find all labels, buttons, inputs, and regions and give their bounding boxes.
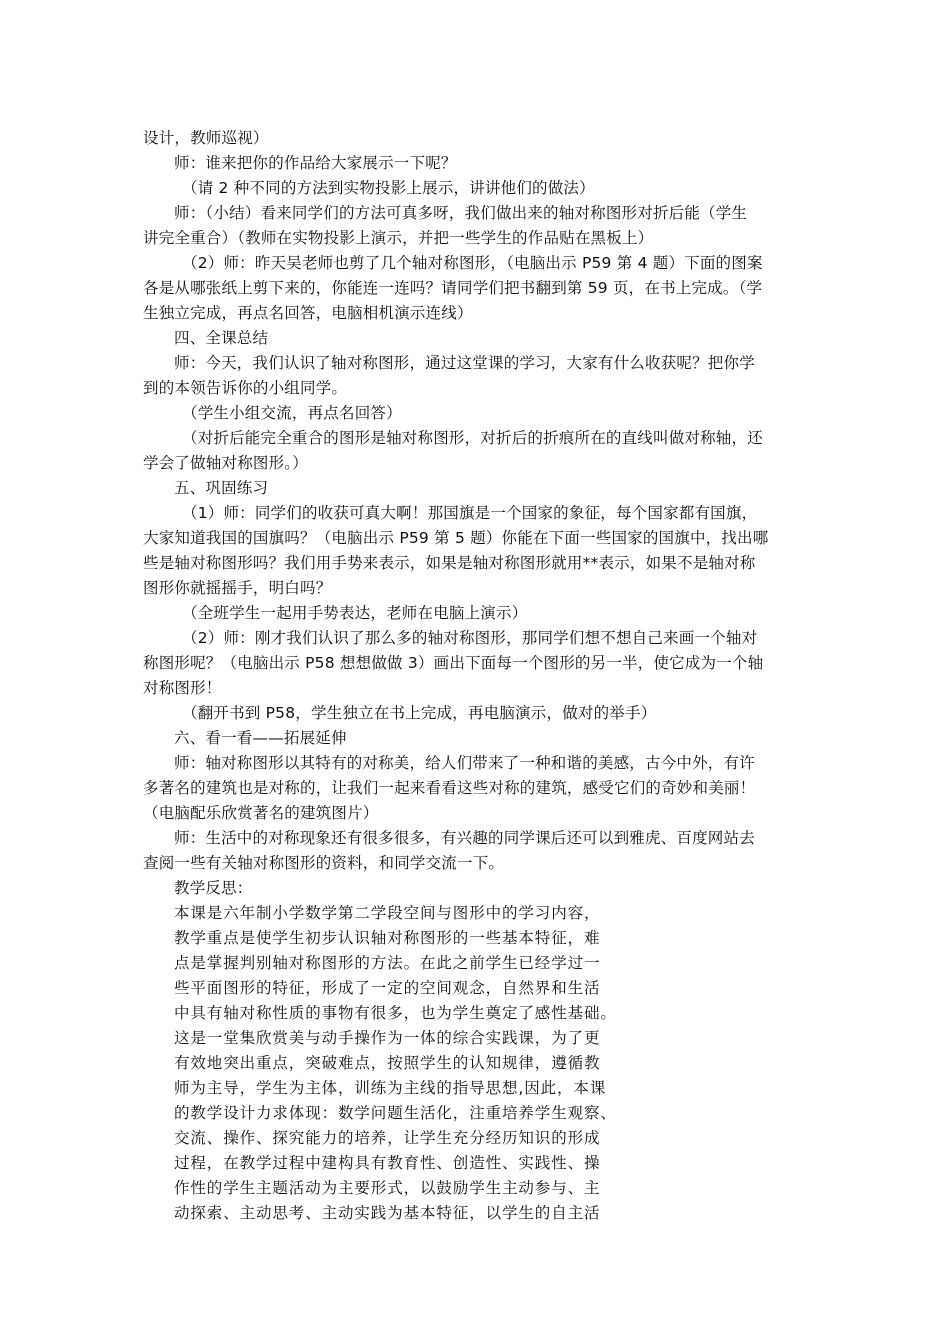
section-heading: 教学反思： — [174, 879, 253, 897]
text-line: 交流、操作、探究能力的培养，让学生充分经历知识的形成 — [174, 1129, 601, 1147]
text-line: 作性的学生主题活动为主要形式，以鼓励学生主动参与、主 — [174, 1179, 601, 1197]
text-line: 学会了做轴对称图形。） — [143, 454, 308, 472]
text-line: （对折后能完全重合的图形是轴对称图形，对折后的折痕所在的直线叫做对称轴，还 — [182, 429, 763, 447]
text-line: 各是从哪张纸上剪下来的，你能连一连吗？请同学们把书翻到第 59 页，在书上完成。（学 — [143, 279, 763, 297]
text-line: 大家知道我国的国旗吗？（电脑出示 P59 第 5 题）你能在下面一些国家的国旗中，找出哪 — [143, 529, 769, 547]
text-line: 师：（小结）看来同学们的方法可真多呀，我们做出来的轴对称图形对折后能（学生 — [174, 204, 748, 222]
text-line: 这是一堂集欣赏美与动手操作为一体的综合实践课，为了更 — [174, 1029, 601, 1047]
text-line: 查阅一些有关轴对称图形的资料，和同学交流一下。 — [143, 854, 505, 872]
text-line: 些平面图形的特征，形成了一定的空间观念，自然界和生活 — [174, 979, 601, 997]
text-line: 图形你就摇摇手，明白吗？ — [143, 579, 332, 597]
text-line: 有效地突出重点，突破难点，按照学生的认知规律，遵循教 — [174, 1054, 601, 1072]
text-line: （翻开书到 P58，学生独立在书上完成，再电脑演示，做对的举手） — [182, 704, 657, 722]
section-heading: 六、看一看——拓展延伸 — [174, 729, 347, 747]
text-line: 些是轴对称图形吗？我们用手势来表示，如果是轴对称图形就用**表示，如果不是轴对称 — [143, 554, 756, 572]
text-line: （1）师：同学们的收获可真大啊！那国旗是一个国家的象征，每个国家都有国旗， — [182, 504, 758, 522]
text-line: 师：谁来把你的作品给大家展示一下呢？ — [174, 154, 457, 172]
text-line: （全班学生一起用手势表达，老师在电脑上演示） — [182, 604, 528, 622]
text-line: 师：轴对称图形以其特有的对称美，给人们带来了一种和谐的美感，古今中外，有许 — [174, 754, 755, 772]
text-line: （学生小组交流，再点名回答） — [182, 404, 402, 422]
text-line: 师为主导，学生为主体，训练为主线的指导思想,因此，本课 — [174, 1079, 607, 1097]
text-line: 的教学设计力求体现：数学问题生活化，注重培养学生观察、 — [174, 1104, 617, 1122]
section-heading: 四、全课总结 — [174, 329, 269, 347]
text-line: 对称图形！ — [143, 679, 222, 697]
text-line: 点是掌握判别轴对称图形的方法。在此之前学生已经学过一 — [174, 954, 601, 972]
section-heading: 五、巩固练习 — [174, 479, 269, 497]
text-line: （电脑配乐欣赏著名的建筑图片） — [143, 804, 379, 822]
text-line: 师：生活中的对称现象还有很多很多，有兴趣的同学课后还可以到雅虎、百度网站去 — [174, 829, 755, 847]
text-line: （2）师：刚才我们认识了那么多的轴对称图形，那同学们想不想自己来画一个轴对 — [182, 629, 758, 647]
text-line: 讲完全重合）（教师在实物投影上演示，并把一些学生的作品贴在黑板上） — [143, 229, 654, 247]
text-line: 多著名的建筑也是对称的，让我们一起来看看这些对称的建筑，感受它们的奇妙和美丽！ — [143, 779, 756, 797]
text-line: （请 2 种不同的方法到实物投影上展示，讲讲他们的做法） — [182, 179, 595, 197]
text-line: 到的本领告诉你的小组同学。 — [143, 379, 348, 397]
text-line: 动探索、主动思考、主动实践为基本特征，以学生的自主活 — [174, 1204, 601, 1222]
text-line: 设计，教师巡视） — [143, 129, 269, 147]
text-line: （2）师：昨天吴老师也剪了几个轴对称图形，（电脑出示 P59 第 4 题）下面的图案 — [182, 254, 763, 272]
text-line: 过程，在教学过程中建构具有教育性、创造性、实践性、操 — [174, 1154, 601, 1172]
text-line: 称图形呢？（电脑出示 P58 想想做做 3）画出下面每一个图形的另一半，使它成为一个轴 — [143, 654, 764, 672]
text-line: 师：今天，我们认识了轴对称图形，通过这堂课的学习，大家有什么收获呢？把你学 — [174, 354, 755, 372]
text-line: 本课是六年制小学数学第二学段空间与图形中的学习内容， — [174, 904, 601, 922]
text-line: 教学重点是使学生初步认识轴对称图形的一些基本特征，难 — [174, 929, 601, 947]
text-line: 中具有轴对称性质的事物有很多，也为学生奠定了感性基础。 — [174, 1004, 617, 1022]
text-line: 生独立完成，再点名回答，电脑相机演示连线） — [143, 304, 473, 322]
